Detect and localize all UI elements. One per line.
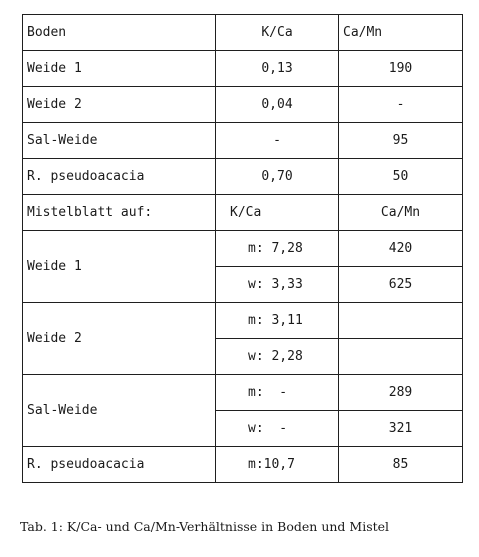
header-cell-boden: Boden <box>23 15 216 51</box>
table-row <box>23 231 463 267</box>
table-row <box>23 159 463 195</box>
table-row <box>23 303 463 339</box>
soil-name-cell: Weide 2 <box>23 87 216 123</box>
kca-value-cell: 0,70 <box>216 159 339 195</box>
soil-name-cell: Weide 1 <box>23 51 216 87</box>
camn-value-cell: 289 <box>339 375 463 411</box>
header-cell-camn: Ca/Mn <box>339 195 463 231</box>
host-name-cell: R. pseudoacacia <box>23 447 216 483</box>
kca-value-cell: w: 3,33 <box>216 267 339 303</box>
host-name-cell: Sal-Weide <box>23 375 216 447</box>
camn-value-cell: 50 <box>339 159 463 195</box>
soil-name-cell: R. pseudoacacia <box>23 159 216 195</box>
table-row <box>23 87 463 123</box>
soil-name-cell: Sal-Weide <box>23 123 216 159</box>
kca-value-cell: 0,04 <box>216 87 339 123</box>
kca-value-cell: m: 7,28 <box>216 231 339 267</box>
host-name-cell: Weide 1 <box>23 231 216 303</box>
camn-value-cell: 420 <box>339 231 463 267</box>
camn-value-cell: 625 <box>339 267 463 303</box>
camn-value-cell <box>339 303 463 339</box>
mistletoe-header-row <box>23 195 463 231</box>
kca-value-cell: w: - <box>216 411 339 447</box>
camn-value-cell: 321 <box>339 411 463 447</box>
host-name-cell: Weide 2 <box>23 303 216 375</box>
kca-value-cell: m:10,7 <box>216 447 339 483</box>
camn-value-cell: 190 <box>339 51 463 87</box>
table-caption: Tab. 1: K/Ca- und Ca/Mn-Verhältnisse in Boden und Mistel <box>20 519 390 534</box>
camn-value-cell: - <box>339 87 463 123</box>
ratio-table <box>22 14 463 483</box>
camn-value-cell: 85 <box>339 447 463 483</box>
table-row <box>23 375 463 411</box>
header-cell-kca: K/Ca <box>216 15 339 51</box>
kca-value-cell: - <box>216 123 339 159</box>
header-cell-kca: K/Ca <box>216 195 339 231</box>
table-header-row <box>23 15 463 51</box>
table-row <box>23 123 463 159</box>
table-row <box>23 51 463 87</box>
kca-value-cell: w: 2,28 <box>216 339 339 375</box>
camn-value-cell: 95 <box>339 123 463 159</box>
header-cell-mistelblatt: Mistelblatt auf: <box>23 195 216 231</box>
table-row <box>23 447 463 483</box>
camn-value-cell <box>339 339 463 375</box>
header-cell-camn: Ca/Mn <box>339 15 463 51</box>
kca-value-cell: m: - <box>216 375 339 411</box>
kca-value-cell: m: 3,11 <box>216 303 339 339</box>
kca-value-cell: 0,13 <box>216 51 339 87</box>
